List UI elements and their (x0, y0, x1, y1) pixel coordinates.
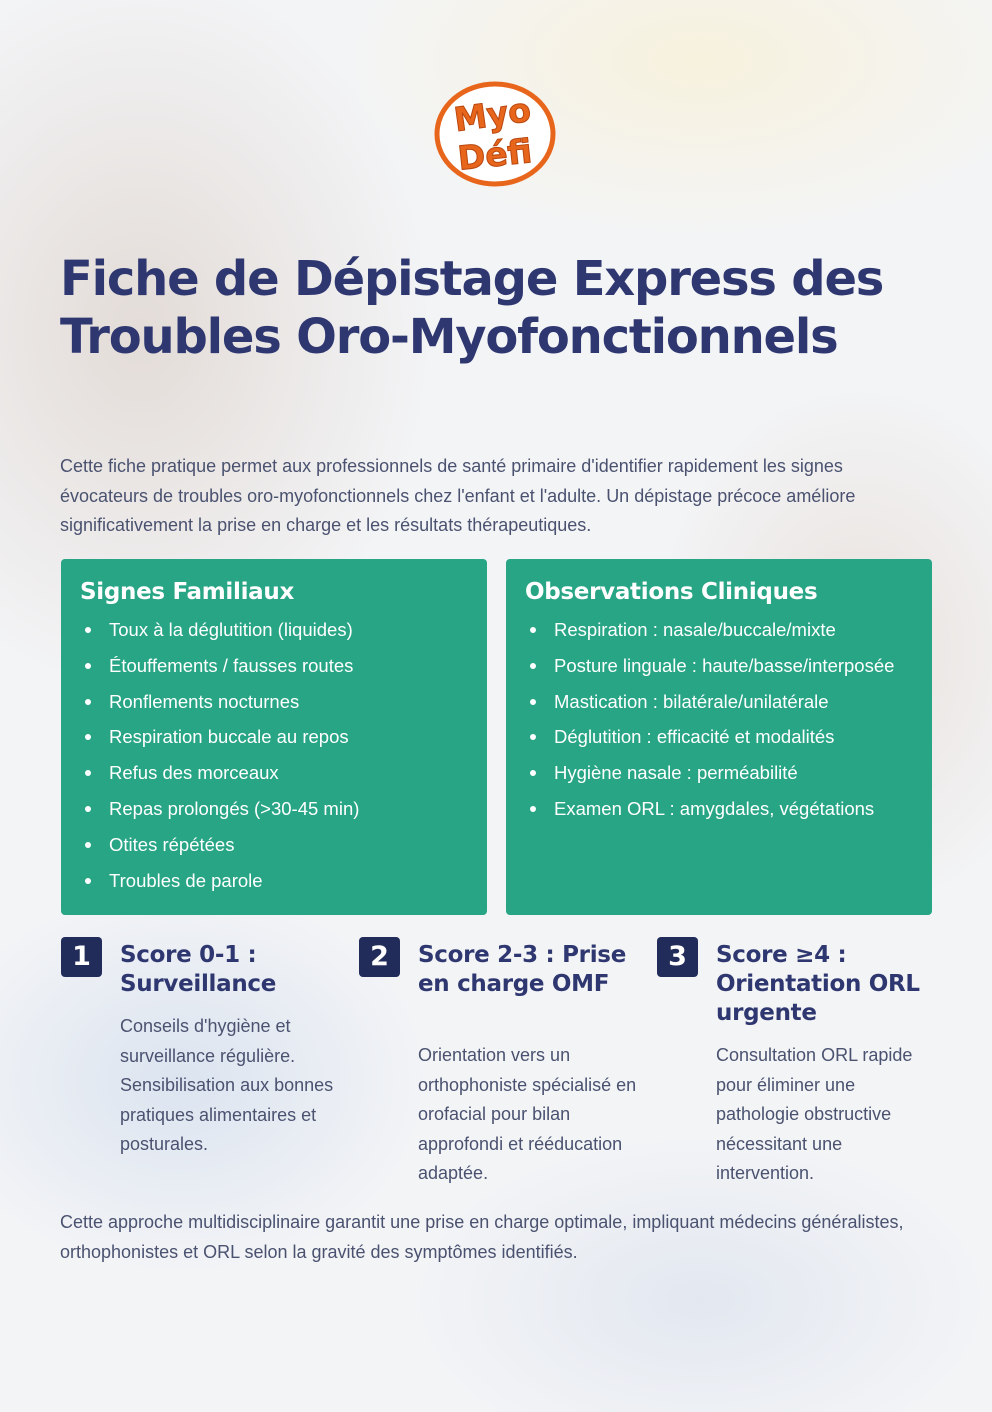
logo-text-myo: Myo (451, 89, 534, 140)
bullet-icon (530, 627, 536, 633)
score-description: Consultation ORL rapide pour éliminer une pathologie obstructive nécessitant une intervention. (716, 1045, 913, 1183)
bullet-icon (85, 663, 91, 669)
list-item: Otites répétées (80, 830, 469, 866)
signes-familiaux-list (80, 615, 469, 901)
list-item: Posture linguale : haute/basse/interposée (525, 651, 914, 687)
list-item: Hygiène nasale : perméabilité (525, 758, 914, 794)
signes-familiaux-title: Signes Familiaux (80, 579, 295, 605)
score-number-badge: 2 (359, 937, 400, 977)
score-description: Conseils d'hygiène et surveillance régulière. Sensibilisation aux bonnes pratiques alimentaires et posturales. (120, 1016, 334, 1154)
bullet-icon (85, 699, 91, 705)
logo-text-defi: Défi (455, 131, 534, 178)
bullet-icon (85, 878, 91, 884)
bullet-icon (530, 699, 536, 705)
observations-cliniques-title: Observations Cliniques (525, 579, 818, 605)
observations-cliniques-card (506, 559, 932, 915)
score-title: Score 0-1 : Surveillance (120, 942, 277, 997)
list-item: Repas prolongés (>30-45 min) (80, 794, 469, 830)
bullet-icon (85, 770, 91, 776)
intro-paragraph: Cette fiche pratique permet aux professionnels de santé primaire d'identifier rapidement les signes évocateurs de troubles oro-myofonctionnels chez l'enfant et l'adulte. Un dépistage précoce améliore significativement la prise en charge et les résultats thérapeutiques. (60, 456, 856, 535)
list-item: Refus des morceaux (80, 758, 469, 794)
bullet-icon (85, 842, 91, 848)
list-item: Ronflements nocturnes (80, 687, 469, 723)
bullet-icon (530, 806, 536, 812)
page-title: Fiche de Dépistage Express des Troubles Oro-Myofonctionnels (60, 251, 884, 365)
conclusion-paragraph: Cette approche multidisciplinaire garantit une prise en charge optimale, impliquant médecins généralistes, orthophonistes et ORL selon la gravité des symptômes identifiés. (60, 1212, 904, 1262)
score-number-badge: 3 (657, 937, 698, 977)
bullet-icon (85, 806, 91, 812)
observations-cliniques-list (525, 615, 914, 830)
score-description: Orientation vers un orthophoniste spécialisé en orofacial pour bilan approfondi et rééducation adaptée. (418, 1045, 637, 1183)
bullet-icon (85, 734, 91, 740)
list-item: Respiration : nasale/buccale/mixte (525, 615, 914, 651)
myodefi-logo (428, 78, 562, 190)
bullet-icon (530, 734, 536, 740)
list-item: Étouffements / fausses routes (80, 651, 469, 687)
list-item: Troubles de parole (80, 866, 469, 902)
signes-familiaux-card (61, 559, 487, 915)
list-item: Déglutition : efficacité et modalités (525, 722, 914, 758)
score-number-badge: 1 (61, 937, 102, 977)
bullet-icon (85, 627, 91, 633)
score-title: Score 2-3 : Prise en charge OMF (418, 942, 626, 997)
list-item: Toux à la déglutition (liquides) (80, 615, 469, 651)
list-item: Mastication : bilatérale/unilatérale (525, 687, 914, 723)
list-item: Examen ORL : amygdales, végétations (525, 794, 914, 830)
score-title: Score ≥4 : Orientation ORL urgente (716, 942, 920, 1026)
bullet-icon (530, 770, 536, 776)
bullet-icon (530, 663, 536, 669)
list-item: Respiration buccale au repos (80, 722, 469, 758)
